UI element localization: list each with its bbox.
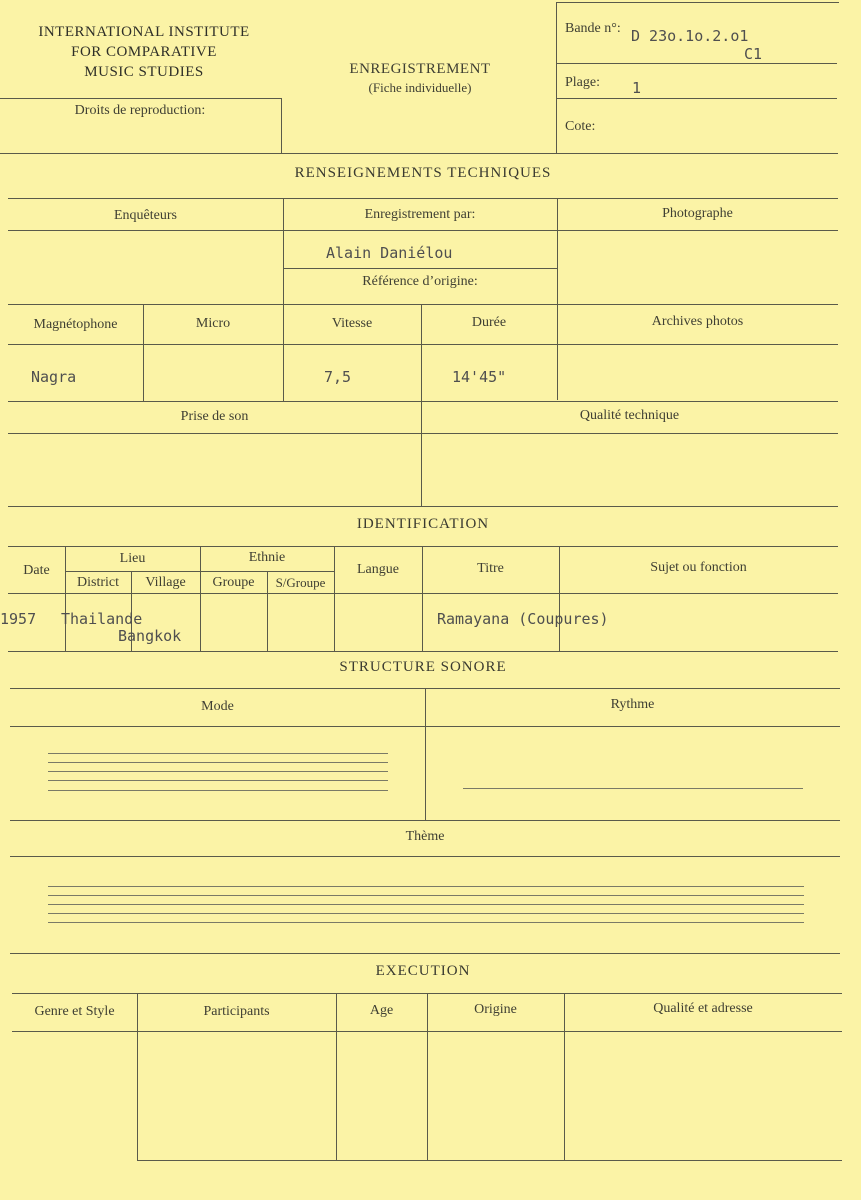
header-divider-mid xyxy=(281,98,282,154)
enqueteurs-label: Enquêteurs xyxy=(114,208,177,223)
plage-label: Plage: xyxy=(565,75,600,90)
structure-rule-header xyxy=(10,726,840,727)
bande-label: Bande n°: xyxy=(565,21,621,36)
ident-subheader-rule xyxy=(65,571,334,572)
ident-rule-top xyxy=(8,546,838,547)
theme-label: Thème xyxy=(405,829,445,844)
tech-div-c xyxy=(421,305,422,506)
institute-line-1: INTERNATIONAL INSTITUTE xyxy=(38,24,250,40)
sgroupe-label: S/Groupe xyxy=(275,575,326,590)
header-top-line xyxy=(556,2,839,3)
age-label: Age xyxy=(369,1003,394,1018)
genre-style-label: Genre et Style xyxy=(34,1004,115,1019)
form-subtitle: (Fiche individuelle) xyxy=(368,80,472,95)
theme-staff-line-4 xyxy=(48,913,804,914)
qualite-adresse-label: Qualité et adresse xyxy=(653,1001,753,1016)
district-value: Thailande xyxy=(61,610,143,628)
mode-staff-line-5 xyxy=(48,790,388,791)
technique-rule-top xyxy=(8,198,838,199)
archives-photos-label: Archives photos xyxy=(651,314,744,329)
village-value: Bangkok xyxy=(118,627,182,645)
tech-rule-prise xyxy=(8,433,838,434)
langue-label: Langue xyxy=(357,562,399,577)
ident-rule-bottom xyxy=(8,651,838,652)
tech-rule-labels xyxy=(8,344,838,345)
institute-line-3: MUSIC STUDIES xyxy=(84,64,204,80)
technique-rule-header xyxy=(8,230,838,231)
execution-rule-bottom xyxy=(137,1160,842,1161)
exec-div-4 xyxy=(564,993,565,1161)
rythme-label: Rythme xyxy=(610,697,655,712)
theme-rule xyxy=(10,856,840,857)
photographe-label: Photographe xyxy=(662,206,733,221)
theme-staff-line-5 xyxy=(48,922,804,923)
tech-rule-bottom xyxy=(8,506,838,507)
theme-staff-line-3 xyxy=(48,904,804,905)
bande-value: D 23o.1o.2.o1 xyxy=(631,27,749,45)
rythme-line xyxy=(463,788,803,789)
magnetophone-label: Magnétophone xyxy=(33,317,118,332)
prise-de-son-label: Prise de son xyxy=(180,409,249,424)
structure-rule-bottom xyxy=(10,820,840,821)
duree-label: Durée xyxy=(471,315,507,330)
groupe-label: Groupe xyxy=(212,575,255,590)
duree-value: 14'45" xyxy=(452,368,507,386)
theme-staff-line-2 xyxy=(48,895,804,896)
titre-value: Ramayana (Coupures) xyxy=(437,610,609,628)
structure-end-rule xyxy=(10,953,840,954)
header-rule-bande xyxy=(556,63,837,64)
vitesse-label: Vitesse xyxy=(331,316,373,331)
titre-label: Titre xyxy=(477,561,504,576)
exec-div-3 xyxy=(427,993,428,1161)
qualite-technique-label: Qualité technique xyxy=(579,408,680,423)
reference-label: Référence d’origine: xyxy=(362,274,478,289)
mode-staff-line-2 xyxy=(48,762,388,763)
rights-label: Droits de reproduction: xyxy=(74,103,206,118)
mode-label: Mode xyxy=(201,699,234,714)
village-label: Village xyxy=(145,575,186,590)
header-bottom-line xyxy=(0,153,838,154)
micro-label: Micro xyxy=(195,316,231,331)
date-value: 1957 xyxy=(0,610,37,628)
execution-section-title: EXECUTION xyxy=(375,963,471,979)
date-label: Date xyxy=(23,563,50,578)
institute-line-2: FOR COMPARATIVE xyxy=(71,44,217,60)
mode-staff-line-1 xyxy=(48,753,388,754)
enregistrement-par-label: Enregistrement par: xyxy=(364,207,476,222)
form-title: ENREGISTREMENT xyxy=(349,61,491,77)
mode-staff-line-3 xyxy=(48,771,388,772)
mode-staff-line-4 xyxy=(48,780,388,781)
magnetophone-value: Nagra xyxy=(31,368,77,386)
technique-section-title: RENSEIGNEMENTS TECHNIQUES xyxy=(294,165,552,181)
ident-rule-header xyxy=(8,593,838,594)
lieu-label: Lieu xyxy=(119,551,146,566)
structure-section-title: STRUCTURE SONORE xyxy=(339,659,507,675)
district-label: District xyxy=(77,575,119,590)
reference-rule xyxy=(283,268,557,269)
sujet-label: Sujet ou fonction xyxy=(650,560,747,575)
theme-staff-line-1 xyxy=(48,886,804,887)
header-divider-right xyxy=(556,2,557,154)
header-rule-plage xyxy=(556,98,837,99)
header-rule-left xyxy=(0,98,281,99)
participants-label: Participants xyxy=(203,1004,270,1019)
plage-value: 1 xyxy=(632,79,642,97)
origine-label: Origine xyxy=(474,1002,517,1017)
bande-value-suffix: C1 xyxy=(744,45,763,63)
technique-rule-mid xyxy=(8,304,838,305)
tech-rule-values xyxy=(8,401,838,402)
institute-name xyxy=(4,22,284,82)
cote-label: Cote: xyxy=(565,119,596,134)
ethnie-label: Ethnie xyxy=(248,550,286,565)
identification-section-title: IDENTIFICATION xyxy=(356,516,490,532)
enregistrement-par-value: Alain Daniélou xyxy=(326,244,453,262)
vitesse-value: 7,5 xyxy=(324,368,352,386)
